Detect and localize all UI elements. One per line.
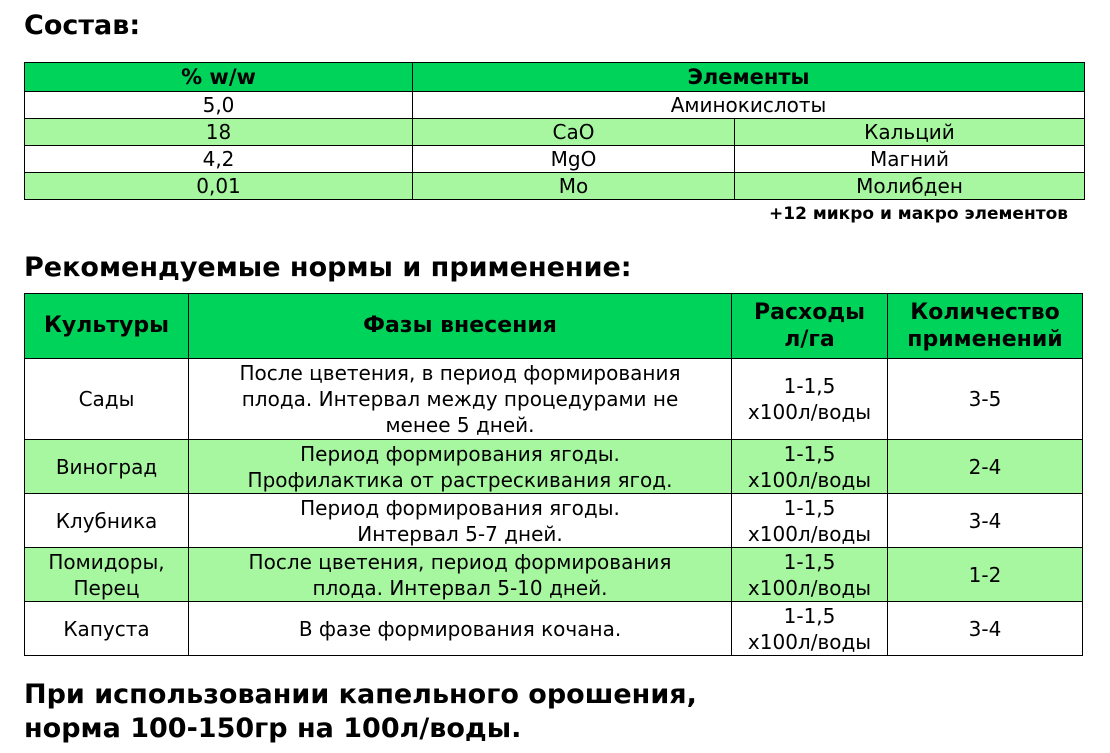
cell-phase: После цветения, период формирования плода. Интервал 5-10 дней. xyxy=(189,548,732,602)
cell-formula: MgO xyxy=(413,146,735,173)
cell-count: 3-4 xyxy=(888,494,1083,548)
cell-crop: Сады xyxy=(25,359,189,440)
cell-percent: 18 xyxy=(25,119,413,146)
usage-title: Рекомендуемые нормы и применение: xyxy=(24,252,632,283)
drip-irrigation-note xyxy=(24,678,697,746)
footer-line-1: При использовании капельного орошения, xyxy=(24,679,697,710)
table-row xyxy=(25,119,1085,146)
cell-formula: CaO xyxy=(413,119,735,146)
composition-note: +12 микро и макро элементов xyxy=(769,204,1068,224)
table-row xyxy=(25,440,1083,494)
cell-count: 3-4 xyxy=(888,602,1083,656)
cell-phase: Период формирования ягоды. Профилактика от растрескивания ягод. xyxy=(189,440,732,494)
table-row xyxy=(25,494,1083,548)
cell-rate: 1-1,5 x100л/воды xyxy=(732,359,888,440)
table-row xyxy=(25,92,1085,119)
cell-rate: 1-1,5 x100л/воды xyxy=(732,548,888,602)
cell-rate: 1-1,5 x100л/воды xyxy=(732,494,888,548)
cell-percent: 5,0 xyxy=(25,92,413,119)
cell-percent: 0,01 xyxy=(25,173,413,200)
cell-phase: Период формирования ягоды. Интервал 5-7 дней. xyxy=(189,494,732,548)
header-phases: Фазы внесения xyxy=(189,294,732,359)
cell-element-name: Молибден xyxy=(735,173,1085,200)
header-rate: Расходы л/га xyxy=(732,294,888,359)
header-count: Количество применений xyxy=(888,294,1083,359)
composition-table xyxy=(24,62,1085,200)
cell-crop: Помидоры, Перец xyxy=(25,548,189,602)
usage-header-row xyxy=(25,294,1083,359)
header-crops: Культуры xyxy=(25,294,189,359)
cell-phase: В фазе формирования кочана. xyxy=(189,602,732,656)
cell-element-name: Магний xyxy=(735,146,1085,173)
cell-count: 3-5 xyxy=(888,359,1083,440)
composition-header-row xyxy=(25,63,1085,92)
cell-percent: 4,2 xyxy=(25,146,413,173)
cell-crop: Клубника xyxy=(25,494,189,548)
table-row xyxy=(25,359,1083,440)
footer-line-2: норма 100-150гр на 100л/воды. xyxy=(24,713,522,745)
composition-title: Состав: xyxy=(24,10,141,41)
table-row xyxy=(25,146,1085,173)
table-row xyxy=(25,173,1085,200)
table-row xyxy=(25,602,1083,656)
cell-rate: 1-1,5 x100л/воды xyxy=(732,440,888,494)
cell-phase: После цветения, в период формирования плода. Интервал между процедурами не менее 5 дней. xyxy=(189,359,732,440)
table-row xyxy=(25,548,1083,602)
header-elements: Элементы xyxy=(413,63,1085,92)
header-percent: % w/w xyxy=(25,63,413,92)
cell-rate: 1-1,5 x100л/воды xyxy=(732,602,888,656)
cell-count: 2-4 xyxy=(888,440,1083,494)
cell-element-name: Кальций xyxy=(735,119,1085,146)
usage-table xyxy=(24,293,1083,656)
cell-formula: Mo xyxy=(413,173,735,200)
cell-crop: Виноград xyxy=(25,440,189,494)
cell-element: Аминокислоты xyxy=(413,92,1085,119)
cell-count: 1-2 xyxy=(888,548,1083,602)
cell-crop: Капуста xyxy=(25,602,189,656)
